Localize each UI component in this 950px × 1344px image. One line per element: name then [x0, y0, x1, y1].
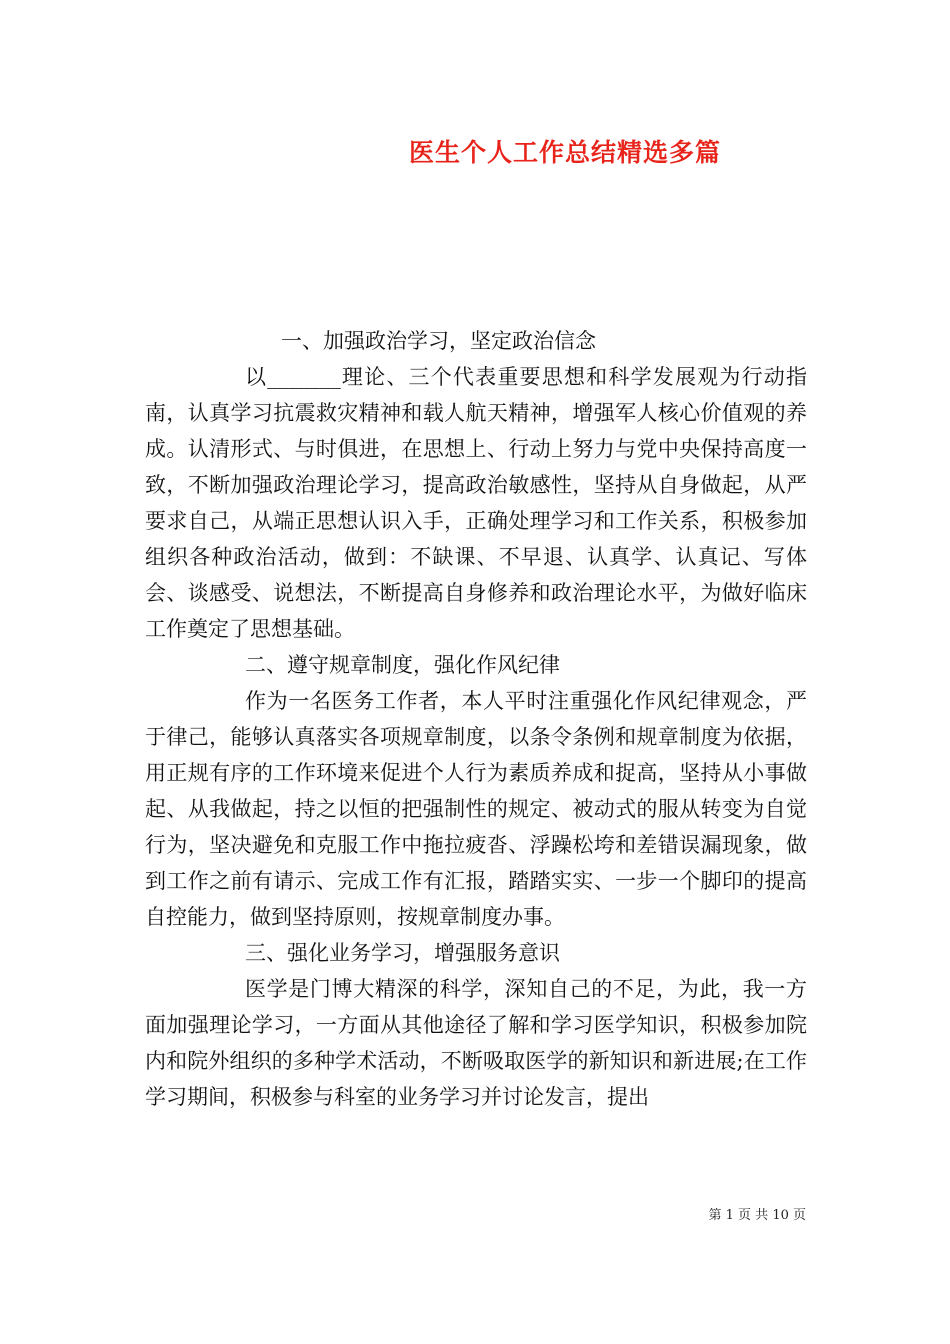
section-paragraph-3: 医学是门博大精深的科学，深知自己的不足，为此，我一方面加强理论学习，一方面从其他途径了解和学习医学知识，积极参加院内和院外组织的多种学术活动，不断吸取医学的新知识和新进展;在工作学习期间，积极参与科室的业务学习并讨论发言，提出 — [145, 977, 807, 1109]
section-heading-2: 二、遵守规章制度，强化作风纪律 — [245, 653, 560, 677]
document-body — [145, 323, 807, 1115]
page-number-footer: 第 1 页 共 10 页 — [708, 1208, 806, 1223]
section-heading-1: 一、加强政治学习，坚定政治信念 — [281, 329, 596, 353]
section-paragraph-1: 以_______理论、三个代表重要思想和科学发展观为行动指南，认真学习抗震救灾精神和载人航天精神，增强军人核心价值观的养成。认清形式、与时俱进，在思想上、行动上努力与党中央保持高度一致，不断加强政治理论学习，提高政治敏感性，坚持从自身做起，从严要求自己，从端正思想认识入手，正确处理学习和工作关系，积极参加组织各种政治活动，做到：不缺课、不早退、认真学、认真记、写体会、谈感受、说想法，不断提高自身修养和政治理论水平，为做好临床工作奠定了思想基础。 — [145, 365, 807, 641]
section-paragraph-2: 作为一名医务工作者，本人平时注重强化作风纪律观念，严于律己，能够认真落实各项规章制度，以条令条例和规章制度为依据，用正规有序的工作环境来促进个人行为素质养成和捉高，坚持从小事做起、从我做起，持之以恒的把强制性的规定、被动式的服从转变为自觉行为，坚决避免和克服工作中拖拉疲沓、浮躁松垮和差错误漏现象，做到工作之前有请示、完成工作有汇报，踏踏实实、一步一个脚印的提高自控能力，做到坚持原则，按规章制度办事。 — [145, 689, 807, 929]
document-title: 医生个人工作总结精选多篇 — [408, 138, 721, 167]
section-heading-3: 三、强化业务学习，增强服务意识 — [245, 941, 560, 965]
